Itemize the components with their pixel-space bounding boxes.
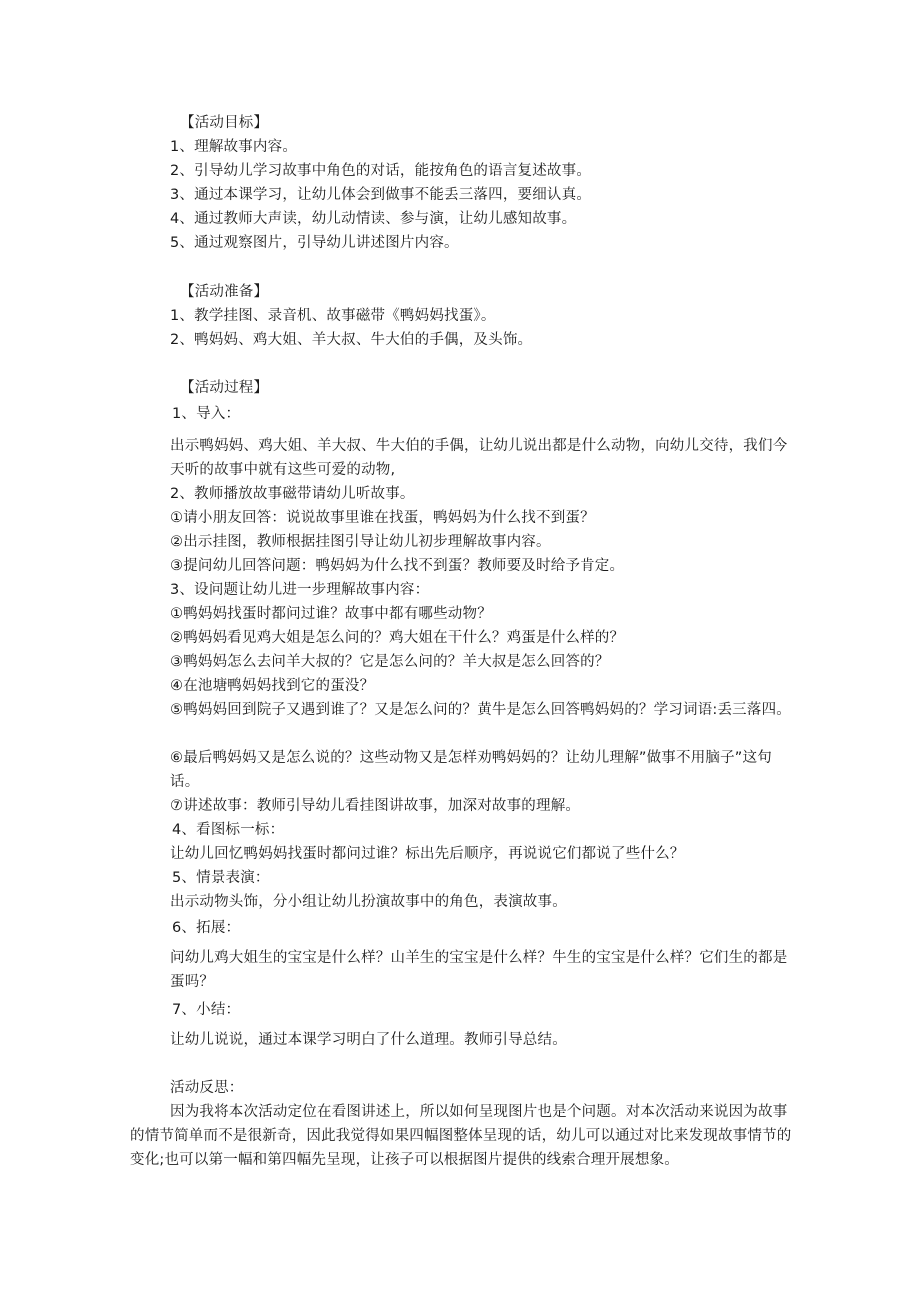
step-subitem: ⑦讲述故事：教师引导幼儿看挂图讲故事，加深对故事的理解。 (170, 798, 581, 814)
step-title: 6、拓展： (172, 920, 241, 936)
goal-item: 3、通过本课学习，让幼儿体会到做事不能丢三落四，要细认真。 (170, 187, 592, 203)
reflection-text: 因为我将本次活动定位在看图讲述上，所以如何呈现图片也是个问题。对本次活动来说因为故事的情节简单而不是很新奇，因此我觉得如果四幅图整体呈现的话，幼儿可以通过对比来发现故事情节的变化;也可以第一幅和第四幅先呈现，让孩子可以根据图片提供的线索合理开展想象。 (130, 1104, 792, 1168)
step-title: 4、看图标一标： (172, 822, 285, 838)
goal-item: 5、通过观察图片，引导幼儿讲述图片内容。 (170, 235, 459, 251)
goal-item: 1、理解故事内容。 (170, 139, 298, 155)
step-subitem: ④在池塘鸭妈妈找到它的蛋没？ (170, 678, 375, 694)
step-title: 1、导入： (172, 406, 241, 422)
goal-item: 2、引导幼儿学习故事中角色的对话，能按角色的语言复述故事。 (170, 163, 592, 179)
step-subitem: ③提问幼儿回答问题：鸭妈妈为什么找不到蛋？教师要及时给予肯定。 (170, 558, 625, 574)
step-text: 问幼儿鸡大姐生的宝宝是什么样？山羊生的宝宝是什么样？牛生的宝宝是什么样？它们生的都是蛋吗？ (170, 950, 788, 990)
prep-item: 2、鸭妈妈、鸡大姐、羊大叔、牛大伯的手偶，及头饰。 (170, 332, 533, 348)
goal-item: 4、通过教师大声读，幼儿动情读、参与演，让幼儿感知故事。 (170, 211, 577, 227)
step-subitem: ③鸭妈妈怎么去问羊大叔的？它是怎么问的？羊大叔是怎么回答的？ (170, 654, 610, 670)
step-title: 7、小结： (172, 1002, 241, 1018)
reflection-heading: 活动反思： (170, 1080, 244, 1096)
step-title: 5、情景表演： (172, 870, 270, 886)
step-title: 2、教师播放故事磁带请幼儿听故事。 (170, 486, 415, 502)
step-subitem: ②出示挂图，教师根据挂图引导让幼儿初步理解故事内容。 (170, 534, 551, 550)
step-subitem: ⑤鸭妈妈回到院子又遇到谁了？又是怎么问的？黄牛是怎么回答鸭妈妈的？学习词语:丢三落四。 (170, 702, 791, 718)
step-subitem: ①鸭妈妈找蛋时都问过谁？故事中都有哪些动物？ (170, 606, 492, 622)
step-text: 让幼儿回忆鸭妈妈找蛋时都问过谁？标出先后顺序，再说说它们都说了些什么？ (170, 846, 685, 862)
step-text: 出示动物头饰，分小组让幼儿扮演故事中的角色，表演故事。 (170, 894, 567, 910)
process-heading: 【活动过程】 (180, 380, 269, 396)
step-title: 3、设问题让幼儿进一步理解故事内容： (170, 582, 430, 598)
prep-heading: 【活动准备】 (180, 284, 269, 300)
step-subitem: ⑥最后鸭妈妈又是怎么说的？这些动物又是怎样劝鸭妈妈的？让幼儿理解”做事不用脑子”这句话。 (170, 750, 772, 790)
step-text: 让幼儿说说，通过本课学习明白了什么道理。教师引导总结。 (170, 1032, 567, 1048)
prep-item: 1、教学挂图、录音机、故事磁带《鸭妈妈找蛋》。 (170, 308, 496, 324)
step-subitem: ②鸭妈妈看见鸡大姐是怎么问的？鸡大姐在干什么？鸡蛋是什么样的？ (170, 630, 625, 646)
goals-heading: 【活动目标】 (180, 115, 269, 131)
step-text: 出示鸭妈妈、鸡大姐、羊大叔、牛大伯的手偶，让幼儿说出都是什么动物，向幼儿交待，我们今天听的故事中就有这些可爱的动物, (170, 438, 788, 478)
step-subitem: ①请小朋友回答：说说故事里谁在找蛋，鸭妈妈为什么找不到蛋？ (170, 510, 595, 526)
